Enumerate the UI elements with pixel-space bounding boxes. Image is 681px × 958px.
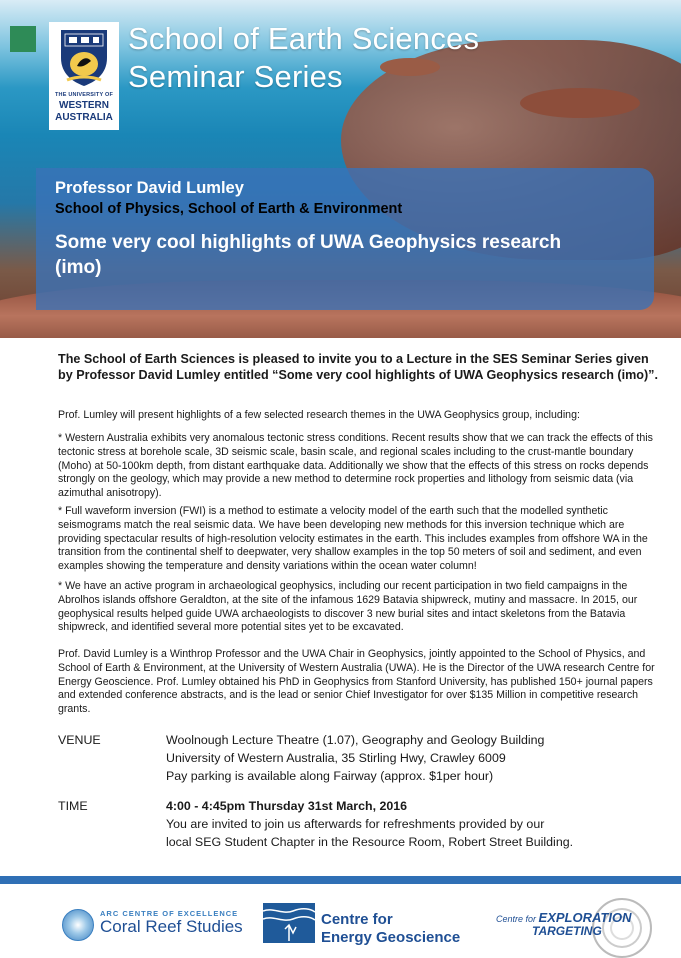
series-title <box>128 20 479 96</box>
footer-divider <box>0 876 681 884</box>
coral-reef-icon <box>62 909 94 941</box>
venue-line3: Pay parking is available along Fairway (approx. $1per hour) <box>166 769 494 783</box>
venue-line2: University of Western Australia, 35 Stirling Hwy, Crawley 6009 <box>166 751 506 765</box>
uwa-logo <box>49 22 119 130</box>
rock-outcrop <box>520 88 640 118</box>
coral-reef-subtitle: ARC CENTRE OF EXCELLENCE <box>100 909 239 918</box>
cet-line2: TARGETING <box>532 924 602 938</box>
coral-reef-name: Coral Reef Studies <box>100 917 243 936</box>
cet-big: EXPLORATION <box>538 910 632 925</box>
green-square <box>10 26 36 52</box>
logo-line3: AUSTRALIA <box>55 112 113 123</box>
cet-small: Centre for <box>496 914 537 924</box>
speaker-bio-paragraph: Prof. David Lumley is a Winthrop Professor and the UWA Chair in Geophysics, jointly appointed to the School of Physics, and School of Earth & Environment, at the University of Western Australia (UWA). He is the Director of the UWA research Centre for Energy Geoscience. Prof. Lumley obtained his PhD in Geophysics from Stanford University, has published 150+ journal papers and extended conference abstracts, and is the lead or senior Chief Investigator for over $135 Million in competitive research grants. <box>58 648 655 716</box>
seismic-wave-icon <box>263 903 315 943</box>
fwi-paragraph: * Full waveform inversion (FWI) is a method to estimate a velocity model of the earth such that the modelled synthetic seismograms match the real seismic data. We have been developing new methods for this inversion technique which are providing spectacular results of high-resolution velocity estimates in the earth. This includes examples from offshore WA in the transition from the continental shelf to deepwater, very shallow examples in the top 50 meters of soil and sediment, and even examples showing the temperature and density variations within the ocean water column! <box>58 505 648 573</box>
logo-line2: WESTERN <box>59 100 109 111</box>
ceg-line2: Energy Geoscience <box>321 929 461 946</box>
event-datetime: 4:00 - 4:45pm Thursday 31st March, 2016 <box>166 799 408 813</box>
venue-label: VENUE <box>58 733 101 747</box>
time-line2: You are invited to join us afterwards for refreshments provided by our <box>166 817 545 831</box>
speaker-name: Professor David Lumley <box>55 179 244 197</box>
logo-line1: THE UNIVERSITY OF <box>55 92 113 98</box>
speaker-affiliation: School of Physics, School of Earth & Environment <box>55 201 403 217</box>
intro-paragraph: The School of Earth Sciences is pleased to invite you to a Lecture in the SES Seminar Series given by Professor David Lumley entitled “Some very cool highlights of UWA Geophysics research (imo)”. <box>58 352 658 382</box>
talk-title <box>55 230 645 280</box>
cet-line1 <box>496 910 631 925</box>
time-label: TIME <box>58 799 88 813</box>
ceg-line1: Centre for <box>321 911 393 928</box>
tectonic-stress-paragraph: * Western Australia exhibits very anomalous tectonic stress conditions. Recent results show that we can track the effects of this tectonic stress at borehole scale, 3D seismic scale, basin scale, and regional scales including to the crust-mantle boundary (Moho) at 50-100km depth, from distant earthquake data. Additionally we show that the effects of this stress on rocks depends strongly on the geology, which may provide a new method to determine rock properties and lithology from seismic data (via azimuthal anisotropy). <box>58 432 653 500</box>
series-title-line1: School of Earth Sciences <box>128 21 480 56</box>
time-line3: local SEG Student Chapter in the Resource Room, Robert Street Building. <box>166 835 574 849</box>
talk-title-line1: Some very cool highlights of UWA Geophysics research <box>55 232 562 253</box>
venue-line1: Woolnough Lecture Theatre (1.07), Geography and Geology Building <box>166 733 545 747</box>
archaeology-paragraph: * We have an active program in archaeological geophysics, including our recent participation in two field campaigns in the Abrolhos islands offshore Geraldton, at the site of the infamous 1629 Batavia shipwreck, mutiny and massacre. In 2015, our geophysical results helped guide UWA archaeologists to discover 3 new burial sites and intact skeletons from the Batavia shipwreck, and identified several more potential sites yet to be excavated. <box>58 580 638 634</box>
series-title-line2: Seminar Series <box>128 59 343 94</box>
uwa-crest-icon <box>57 28 111 88</box>
talk-title-line2: (imo) <box>55 257 102 278</box>
overview-paragraph: Prof. Lumley will present highlights of a few selected research themes in the UWA Geophysics group, including: <box>58 409 580 421</box>
